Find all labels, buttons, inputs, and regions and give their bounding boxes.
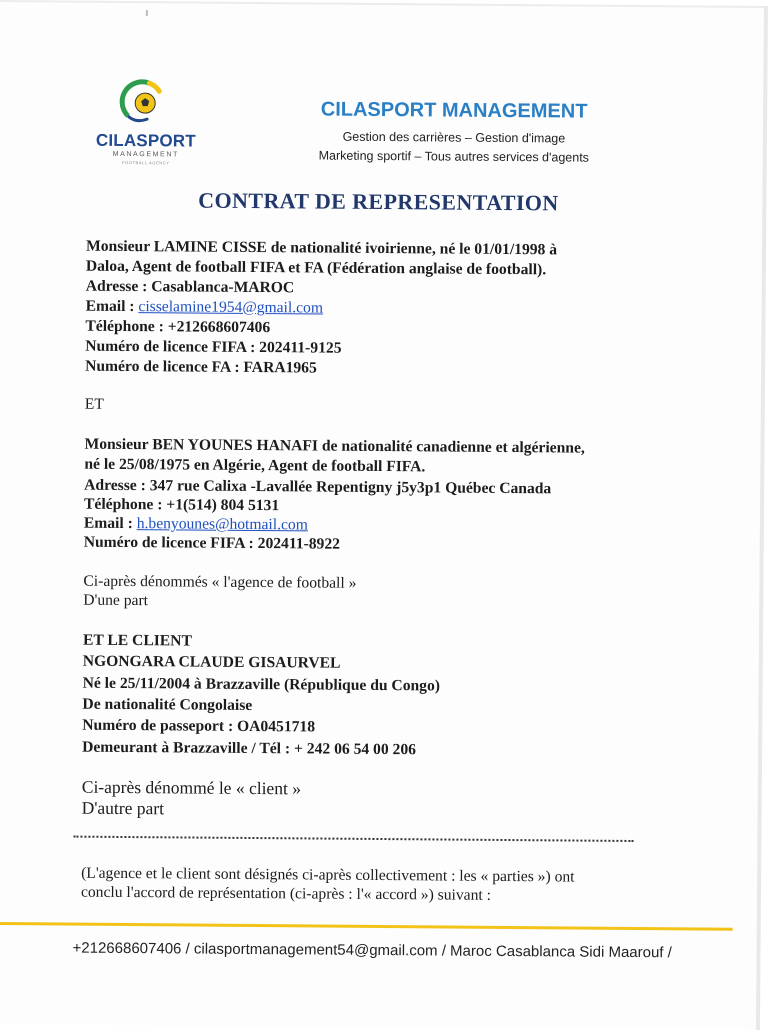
footer-contact: +212668607406 / cilasportmanagement54@gmail.com / Maroc Casablanca Sidi Maarouf / [72, 939, 672, 962]
client-residence: Demeurant à Brazzaville / Tél : + 242 06 54 00 206 [82, 738, 417, 759]
party1-email-row [86, 297, 324, 318]
parties-note-line2: conclu l'accord de représentation (ci-après : l'« accord ») suivant : [80, 883, 492, 904]
logo-tagline: FOOTBALL AGENCY [121, 159, 170, 166]
client-nationality: De nationalité Congolaise [82, 695, 253, 715]
client-note-line2: D'autre part [81, 797, 165, 819]
football-logo-icon [119, 79, 165, 125]
company-logo [91, 79, 202, 180]
client-note-line1: Ci-après dénommé le « client » [81, 776, 302, 799]
company-name: CILASPORT MANAGEMENT [320, 98, 588, 123]
client-heading: ET LE CLIENT [82, 631, 192, 650]
party1-line1: Monsieur LAMINE CISSE de nationalité ivoirienne, né le 01/01/1998 à [86, 237, 558, 259]
parties-note-line1: (L'agence et le client sont désignés ci-après collectivement : les « parties ») ont [81, 864, 575, 886]
party1-email-label: Email : [85, 297, 139, 316]
client-birth: Né le 25/11/2004 à Brazzaville (République du Congo) [82, 674, 441, 695]
scan-speck [146, 10, 148, 16]
agency-note-line2: D'une part [83, 591, 149, 610]
dotted-separator [73, 824, 633, 842]
company-tagline-1: Gestion des carrières – Gestion d'image [342, 129, 566, 146]
party1-email-link[interactable]: cisselamine1954@gmail.com [138, 298, 324, 317]
party1-phone: Téléphone : +212668607406 [85, 317, 271, 337]
party2-fifa-licence: Numéro de licence FIFA : 202411-8922 [83, 533, 341, 553]
footer-rule [0, 922, 733, 931]
party2-address: Adresse : 347 rue Calixa -Lavallée Repentigny j5y3p1 Québec Canada [84, 476, 552, 498]
logo-name: CILASPORT [95, 130, 196, 151]
logo-subtitle: MANAGEMENT [112, 150, 179, 159]
party1-line2: Daloa, Agent de football FIFA et FA (Fédération anglaise de football). [85, 257, 547, 279]
party2-email-label: Email : [83, 514, 137, 533]
client-passport: Numéro de passeport : OA0451718 [82, 716, 316, 736]
party1-fifa-licence: Numéro de licence FIFA : 202411-9125 [85, 337, 342, 357]
agency-note-line1: Ci-après dénommés « l'agence de football » [83, 572, 357, 592]
document-title: CONTRAT DE REPRESENTATION [198, 187, 559, 216]
party2-line1: Monsieur BEN YOUNES HANAFI de nationalité canadienne et algérienne, [84, 435, 585, 457]
et-separator: ET [84, 395, 104, 413]
party2-email-row [84, 514, 308, 535]
party2-phone: Téléphone : +1(514) 804 5131 [83, 495, 280, 515]
party2-email-link[interactable]: h.benyounes@hotmail.com [136, 515, 308, 534]
company-tagline-2: Marketing sportif – Tous autres services d'agents [318, 148, 590, 165]
scan-right-edge [756, 6, 768, 1030]
scan-top-edge [0, 0, 768, 8]
client-name: NGONGARA CLAUDE GISAURVEL [82, 652, 341, 672]
party1-address: Adresse : Casablanca-MAROC [85, 277, 295, 297]
party1-fa-licence: Numéro de licence FA : FARA1965 [85, 357, 317, 377]
party2-line2: né le 25/08/1975 en Algérie, Agent de football FIFA. [84, 455, 426, 476]
